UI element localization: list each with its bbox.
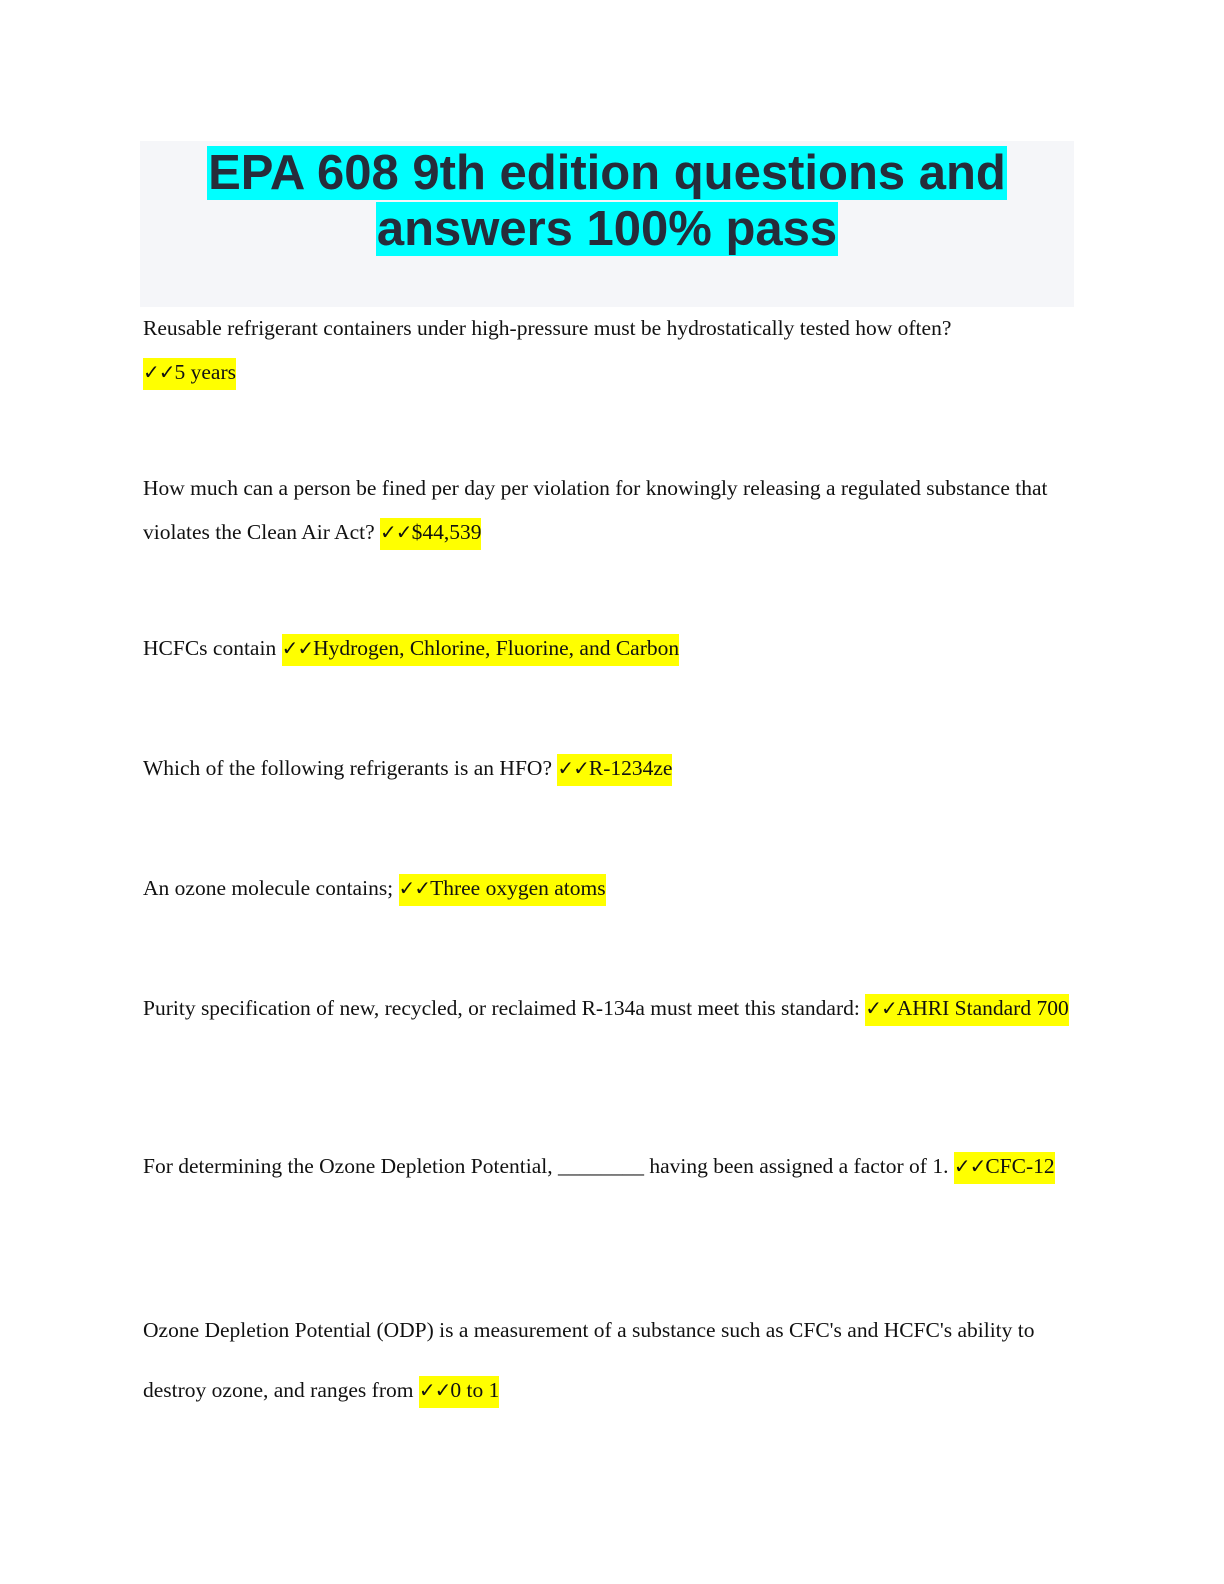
check-mark-icon: ✓✓	[557, 756, 589, 780]
question-text: Which of the following refrigerants is an HFO?	[143, 756, 552, 780]
question-text: For determining the Ozone Depletion Potential, ________ having been assigned a factor of 1.	[143, 1154, 949, 1178]
answer-highlight	[557, 754, 672, 786]
answer-text: AHRI Standard 700	[896, 996, 1069, 1020]
check-mark-icon: ✓✓	[143, 360, 175, 384]
answer-text: 0 to 1	[450, 1378, 500, 1402]
answer-text: Hydrogen, Chlorine, Fluorine, and Carbon	[313, 636, 680, 660]
qa-item-7	[143, 1144, 1083, 1188]
answer-text: R-1234ze	[588, 756, 673, 780]
qa-item-8	[143, 1300, 1083, 1420]
question-text: An ozone molecule contains;	[143, 876, 394, 900]
answer-highlight	[143, 358, 236, 390]
qa-item-6	[143, 986, 1083, 1030]
title-line-2: answers 100% pass	[376, 202, 838, 256]
title-block	[140, 141, 1074, 307]
answer-highlight	[419, 1376, 500, 1408]
check-mark-icon: ✓✓	[418, 1378, 451, 1402]
question-text: How much can a person be fined per day per violation for knowingly releasing a regulated substance that violates the Clean Air Act?	[143, 476, 1048, 544]
question-text: Reusable refrigerant containers under high-pressure must be hydrostatically tested how often?	[143, 316, 952, 340]
answer-highlight	[399, 874, 606, 906]
question-text: Ozone Depletion Potential (ODP) is a measurement of a substance such as CFC's and HCFC's ability to destroy ozone, and ranges from	[143, 1318, 1035, 1402]
answer-highlight	[865, 994, 1069, 1026]
check-mark-icon: ✓✓	[398, 876, 431, 900]
qa-item-3	[143, 626, 1083, 670]
answer-text: CFC-12	[985, 1154, 1055, 1178]
question-text: Purity specification of new, recycled, or reclaimed R-134a must meet this standard:	[143, 996, 860, 1020]
answer-text: 5 years	[174, 360, 237, 384]
answer-highlight	[954, 1152, 1055, 1184]
check-mark-icon: ✓✓	[380, 520, 412, 544]
check-mark-icon: ✓✓	[953, 1154, 986, 1178]
check-mark-icon: ✓✓	[281, 636, 314, 660]
qa-item-1	[143, 306, 1083, 394]
qa-item-4	[143, 746, 1083, 790]
qa-item-2	[143, 466, 1083, 554]
answer-highlight	[380, 518, 481, 550]
answer-text: Three oxygen atoms	[430, 876, 606, 900]
answer-text: $44,539	[411, 520, 482, 544]
title-line-1: EPA 608 9th edition questions and	[208, 146, 1006, 200]
document-title	[140, 141, 1074, 257]
check-mark-icon: ✓✓	[865, 996, 897, 1020]
question-text: HCFCs contain	[143, 636, 277, 660]
answer-highlight	[282, 634, 680, 666]
qa-item-5	[143, 866, 1083, 910]
